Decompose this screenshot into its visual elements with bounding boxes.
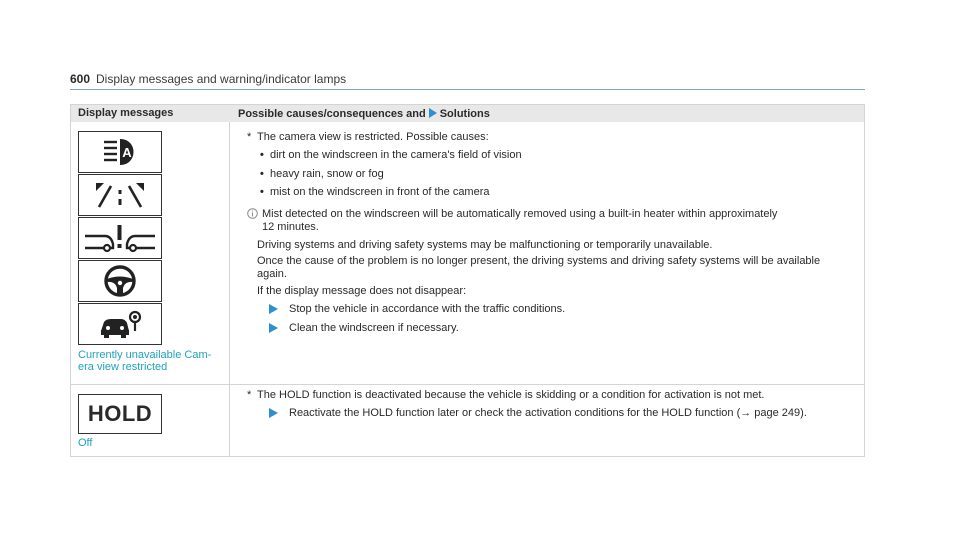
- header-rule: [70, 89, 865, 90]
- row2-lead: The HOLD function is deactivated because the vehicle is skidding or a condition for activation is not met.: [257, 389, 765, 401]
- column-divider: [229, 122, 230, 456]
- row1-lead: The camera view is restricted. Possible causes:: [257, 131, 489, 143]
- distance-warning-icon: [78, 217, 162, 259]
- action-item: Stop the vehicle in accordance with the traffic conditions.: [289, 303, 566, 315]
- lane-camera-icon: [78, 174, 162, 216]
- row-divider: [71, 384, 864, 385]
- row1-para3: If the display message does not disappear:: [257, 285, 467, 297]
- auto-high-beam-icon: [78, 131, 162, 173]
- list-item: • mist on the windscreen in front of the camera: [270, 186, 490, 199]
- hold-icon: HOLD: [78, 394, 162, 434]
- car-sensor-icon: [78, 303, 162, 345]
- page-header: [70, 71, 865, 89]
- row2-caption: Off: [78, 437, 93, 449]
- col-header-display-messages: Display messages: [78, 107, 174, 119]
- row1-para2-a: Once the cause of the problem is no longer present, the driving systems and driving safety systems will be available: [257, 255, 821, 267]
- steering-wheel-icon: [78, 260, 162, 302]
- list-item: • heavy rain, snow or fog: [270, 168, 384, 181]
- svg-text:A: A: [122, 145, 132, 160]
- messages-table: Display messages Possible causes/consequences and Solutions A Currently unavailable Cam- era view restricted * The camera view is restricted. Possible causes: • dirt on the windscreen in the camera's field of vision • heavy rain, snow or fog • mist on the windscreen in front of the camera Mist detected on the windscreen will be automatically removed using a built-in heater within approximately 12 minutes. Driving systems and driving safety systems may be malfunctioning or temporarily unavailable. Once the cause of the problem is no longer present, the driving systems and driving safety systems will be available again. If the display message does not disappear: Stop the vehicle in accordance with the traffic conditions. Clean the windscreen if necessary. HOLD Off * The HOLD function is deactivated because the vehicle is skidding or a condition for activation is not met. Reactivate the HOLD function later or check the activation conditions for the HOLD function (→ page 249).: [70, 104, 865, 457]
- table-header: [71, 105, 864, 122]
- note-text-1: Mist detected on the windscreen will be automatically removed using a built-in heater within approximately: [262, 208, 778, 220]
- row1-icon-stack: [78, 131, 162, 346]
- col-header-solutions: Possible causes/consequences and Solutions: [238, 108, 490, 120]
- note-text-2: 12 minutes.: [262, 221, 319, 233]
- page-title: Display messages and warning/indicator lamps: [96, 72, 347, 86]
- row1-caption: Currently unavailable Cam- era view restricted: [78, 349, 212, 373]
- action-item: Clean the windscreen if necessary.: [289, 322, 459, 334]
- row1-para2-b: again.: [257, 268, 287, 280]
- list-item: • dirt on the windscreen in the camera's field of vision: [270, 149, 522, 162]
- solutions-arrow-icon: [429, 108, 437, 118]
- row1-para1: Driving systems and driving safety systems may be malfunctioning or temporarily unavailable.: [257, 239, 713, 251]
- page-number: 600: [70, 72, 91, 86]
- action-item: Reactivate the HOLD function later or check the activation conditions for the HOLD function (→ page 249).: [289, 407, 807, 419]
- info-icon: [247, 208, 258, 219]
